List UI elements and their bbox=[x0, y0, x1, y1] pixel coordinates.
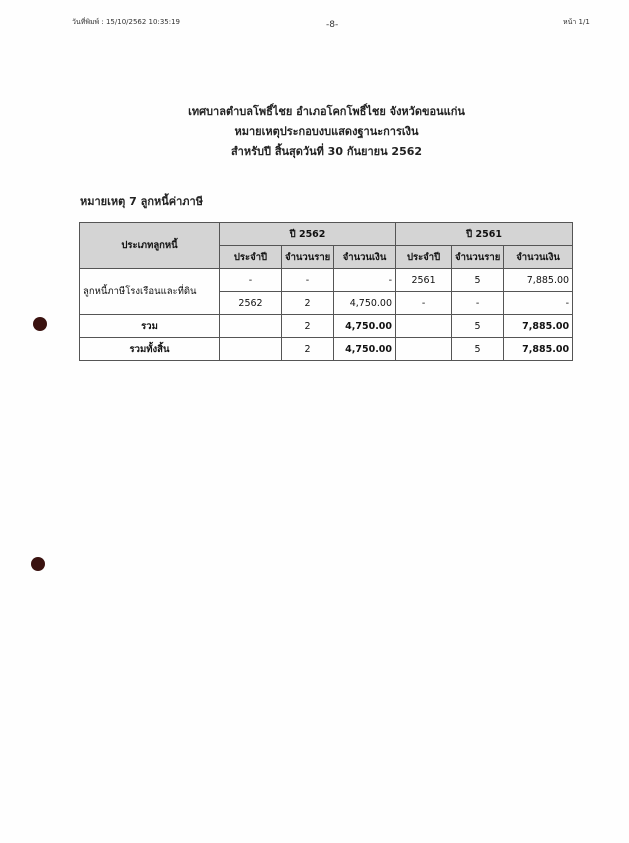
table-cell: 7,885.00 bbox=[504, 338, 573, 361]
table-cell: - bbox=[220, 269, 282, 292]
table-cell: 4,750.00 bbox=[334, 292, 396, 315]
sub-header: ประจำปี bbox=[396, 246, 452, 269]
table-cell: 2 bbox=[282, 338, 334, 361]
grand-total-label: รวมทั้งสิ้น bbox=[80, 338, 220, 361]
page-number: -8- bbox=[326, 20, 339, 30]
table-cell: - bbox=[452, 292, 504, 315]
print-date: วันที่พิมพ์ : 15/10/2562 10:35:19 bbox=[72, 18, 180, 26]
table-cell: - bbox=[282, 269, 334, 292]
table-cell bbox=[396, 338, 452, 361]
grand-total-row bbox=[80, 338, 573, 361]
table-cell: 5 bbox=[452, 315, 504, 338]
category-cell: ลูกหนี้ภาษีโรงเรือนและที่ดิน bbox=[80, 269, 220, 315]
punch-hole-mark bbox=[33, 317, 47, 331]
sub-header: จำนวนเงิน bbox=[504, 246, 573, 269]
table-row bbox=[80, 269, 573, 292]
sub-header: ประจำปี bbox=[220, 246, 282, 269]
report-title: หมายเหตุประกอบงบแสดงฐานะการเงิน bbox=[234, 125, 419, 138]
table-cell: 2 bbox=[282, 292, 334, 315]
organization-title: เทศบาลตำบลโพธิ์ไชย อำเภอโคกโพธิ์ไชย จังหวัดขอนแก่น bbox=[188, 105, 465, 118]
table-cell: - bbox=[334, 269, 396, 292]
report-header bbox=[0, 102, 629, 162]
total-row bbox=[80, 315, 573, 338]
table-cell: - bbox=[504, 292, 573, 315]
col-header-2561: ปี 2561 bbox=[396, 223, 573, 246]
punch-hole-mark bbox=[31, 557, 45, 571]
table-cell: - bbox=[396, 292, 452, 315]
sub-header: จำนวนเงิน bbox=[334, 246, 396, 269]
col-header-type: ประเภทลูกหนี้ bbox=[80, 223, 220, 269]
page-count: หน้า 1/1 bbox=[563, 18, 590, 26]
table-cell: 5 bbox=[452, 269, 504, 292]
tax-receivable-table bbox=[79, 222, 573, 361]
table-cell bbox=[396, 315, 452, 338]
table-cell: 7,885.00 bbox=[504, 315, 573, 338]
table-cell: 4,750.00 bbox=[334, 338, 396, 361]
table-cell: 5 bbox=[452, 338, 504, 361]
table-cell: 2 bbox=[282, 315, 334, 338]
sub-header: จำนวนราย bbox=[282, 246, 334, 269]
table-cell: 4,750.00 bbox=[334, 315, 396, 338]
total-label: รวม bbox=[80, 315, 220, 338]
note-title: หมายเหตุ 7 ลูกหนี้ค่าภาษี bbox=[80, 195, 203, 208]
report-period: สำหรับปี สิ้นสุดวันที่ 30 กันยายน 2562 bbox=[230, 145, 423, 158]
table-cell bbox=[220, 338, 282, 361]
table-cell: 7,885.00 bbox=[504, 269, 573, 292]
col-header-2562: ปี 2562 bbox=[220, 223, 396, 246]
sub-header: จำนวนราย bbox=[452, 246, 504, 269]
table-cell bbox=[220, 315, 282, 338]
table-cell: 2562 bbox=[220, 292, 282, 315]
table-cell: 2561 bbox=[396, 269, 452, 292]
